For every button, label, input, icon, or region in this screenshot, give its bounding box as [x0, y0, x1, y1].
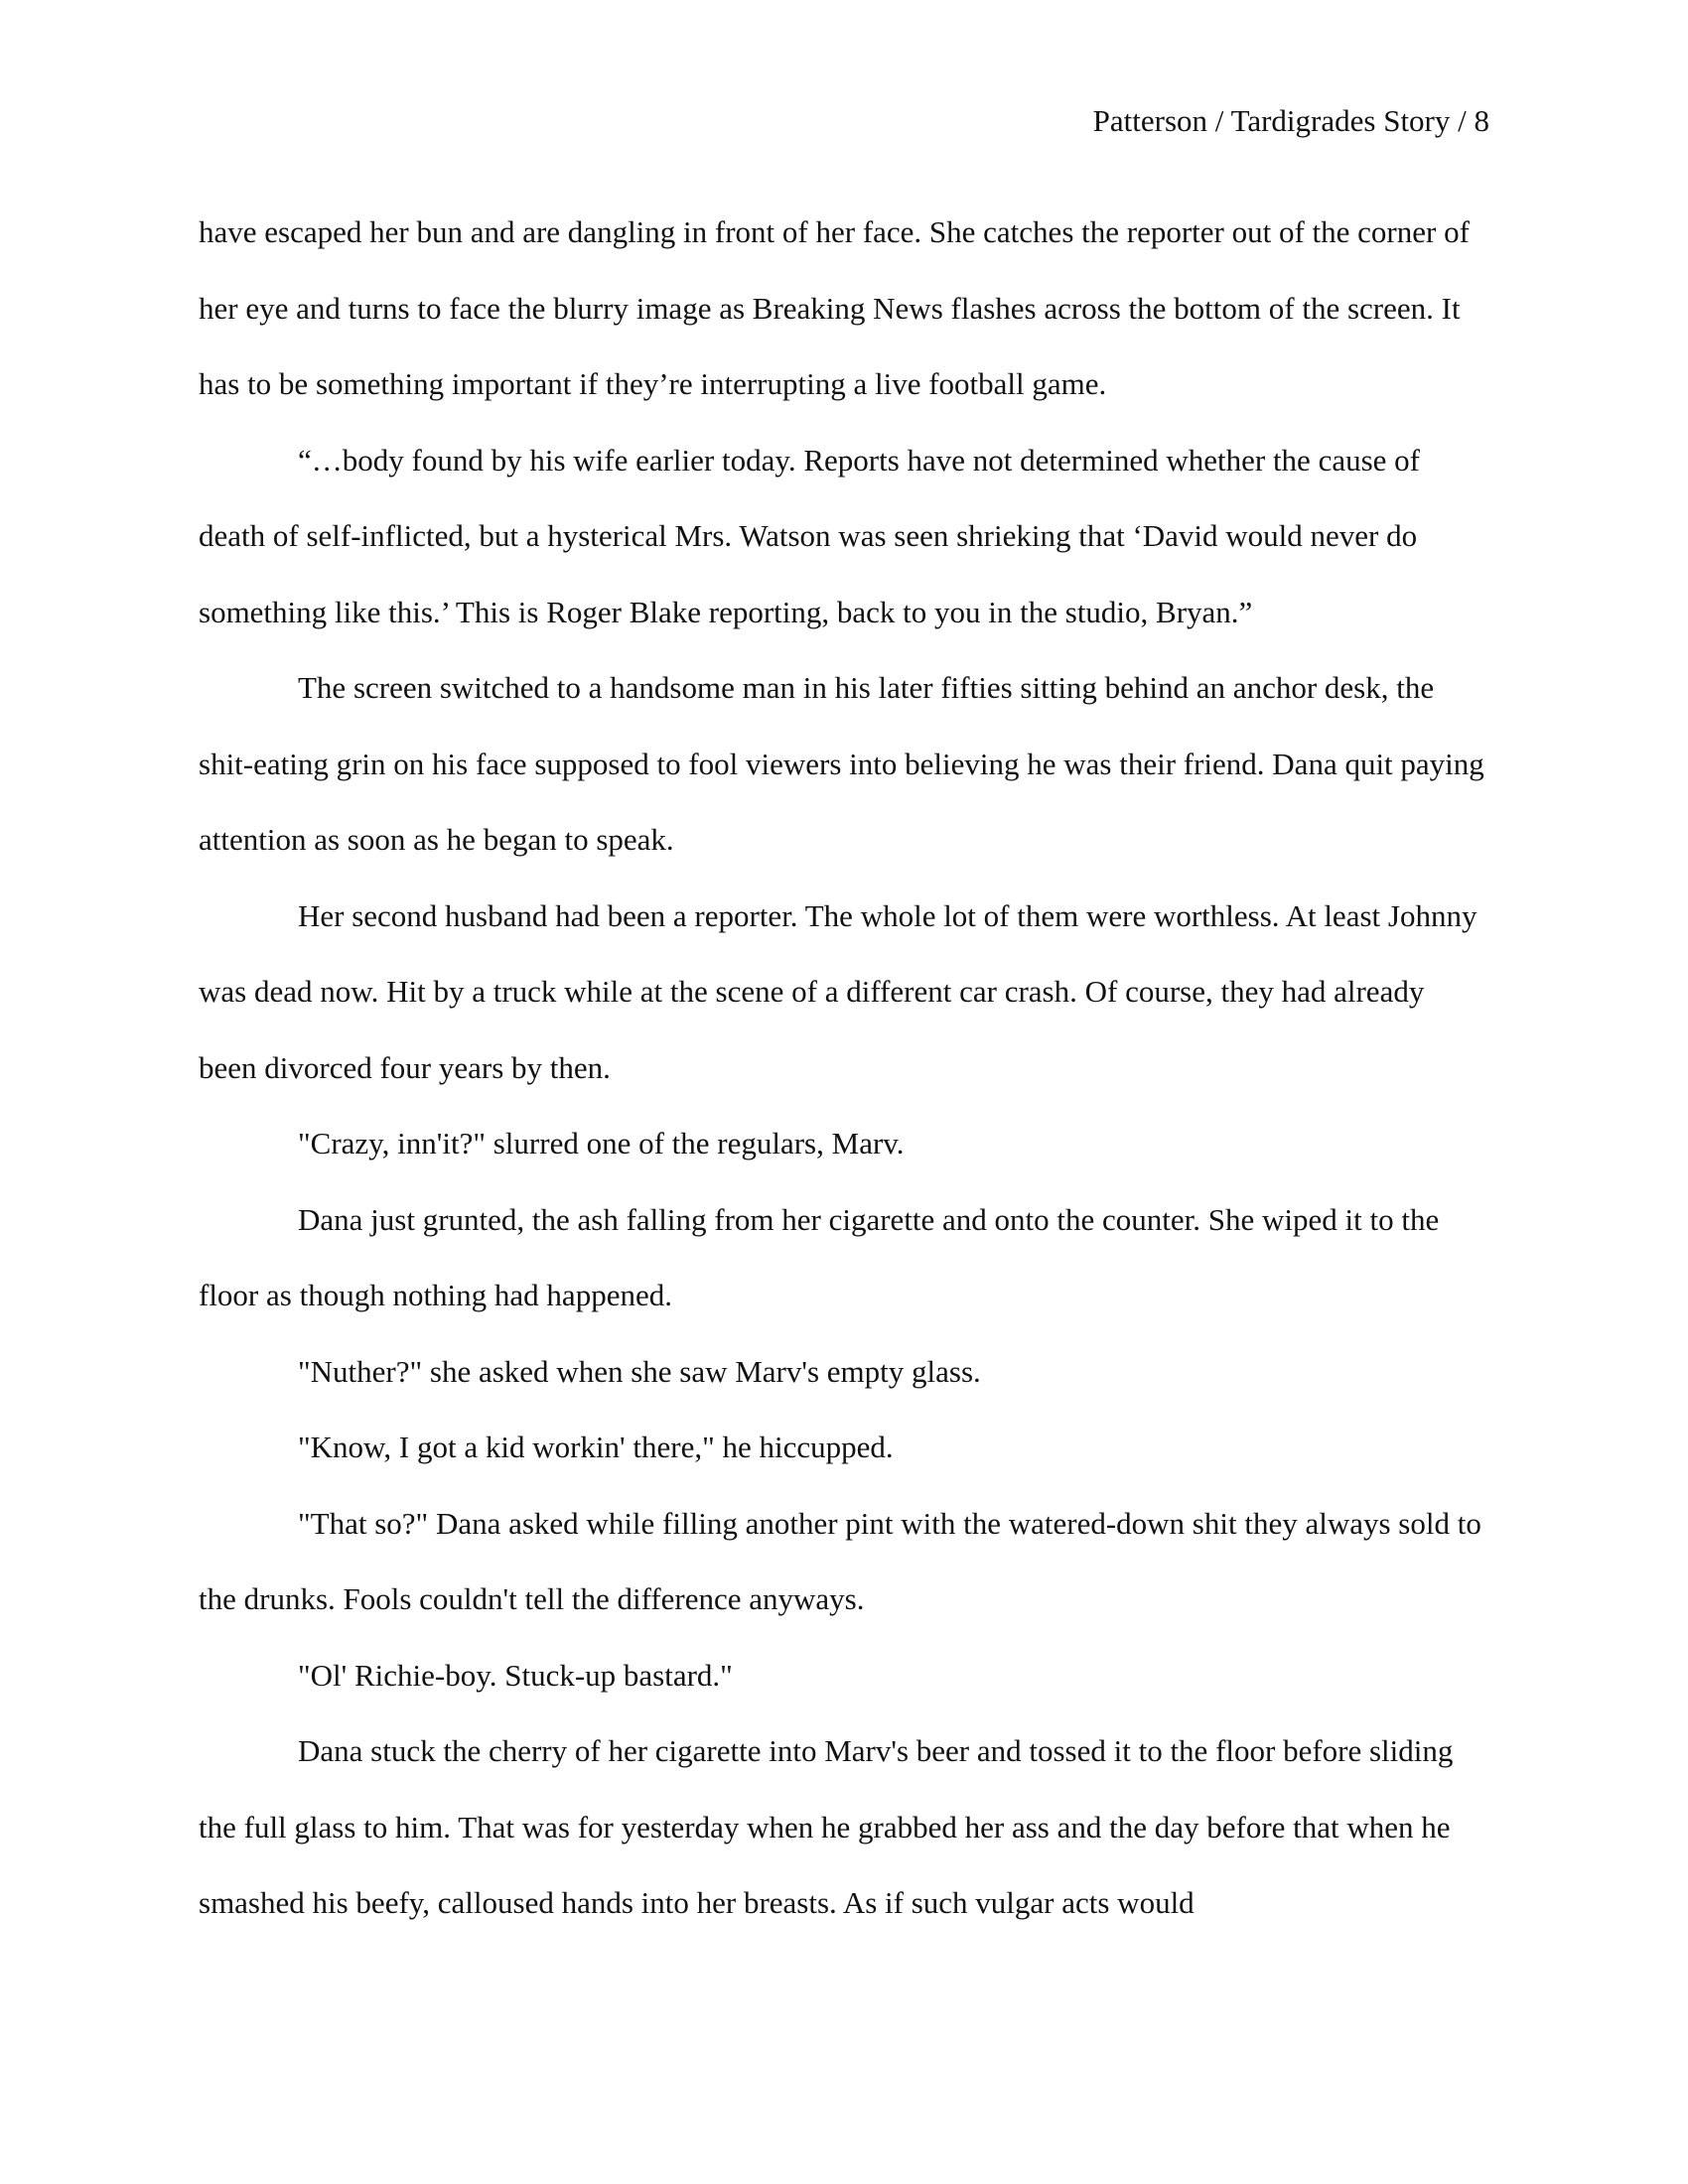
- paragraph: "Ol' Richie-boy. Stuck-up bastard.": [298, 1657, 733, 1693]
- paragraph: "Crazy, inn'it?" slurred one of the regulars, Marv.: [298, 1126, 905, 1160]
- paragraph: "That so?" Dana asked while filling another pint with the watered-down shit they always sold to the drunks. Fools couldn't tell the difference anyways.: [199, 1505, 1481, 1616]
- paragraph: "Know, I got a kid workin' there," he hiccupped.: [298, 1430, 894, 1464]
- paragraph: Dana just grunted, the ash falling from her cigarette and onto the counter. She wiped it to the floor as though nothing had happened.: [199, 1201, 1440, 1312]
- running-header: Patterson / Tardigrades Story / 8: [1092, 103, 1489, 138]
- paragraph: “…body found by his wife earlier today. Reports have not determined whether the cause of death of self-inflicted, but a hysterical Mrs. Watson was seen shrieking that ‘David would never do something like this.’ This is Roger Blake reporting, back to you in the studio, Bryan.”: [199, 442, 1420, 629]
- paragraph: "Nuther?" she asked when she saw Marv's empty glass.: [298, 1353, 981, 1389]
- manuscript-body: [199, 195, 1489, 1942]
- paragraph: Dana stuck the cherry of her cigarette into Marv's beer and tossed it to the floor before sliding the full glass to him. That was for yesterday when he grabbed her ass and the day before that when he smashed his beefy, calloused hands into her breasts. As if such vulgar acts would: [199, 1733, 1454, 1920]
- paragraph: The screen switched to a handsome man in his later fifties sitting behind an anchor desk, the shit-eating grin on his face supposed to fool viewers into believing he was their friend. Dana quit paying attention as soon as he began to speak.: [199, 670, 1484, 857]
- paragraph: have escaped her bun and are dangling in front of her face. She catches the reporter out of the corner of her eye and turns to face the blurry image as Breaking News flashes across the bottom of the screen. It has to be something important if they’re interrupting a live football game.: [199, 214, 1470, 401]
- paragraph: Her second husband had been a reporter. The whole lot of them were worthless. At least Johnny was dead now. Hit by a truck while at the scene of a different car crash. Of course, they had already been divorced four years by then.: [199, 897, 1477, 1085]
